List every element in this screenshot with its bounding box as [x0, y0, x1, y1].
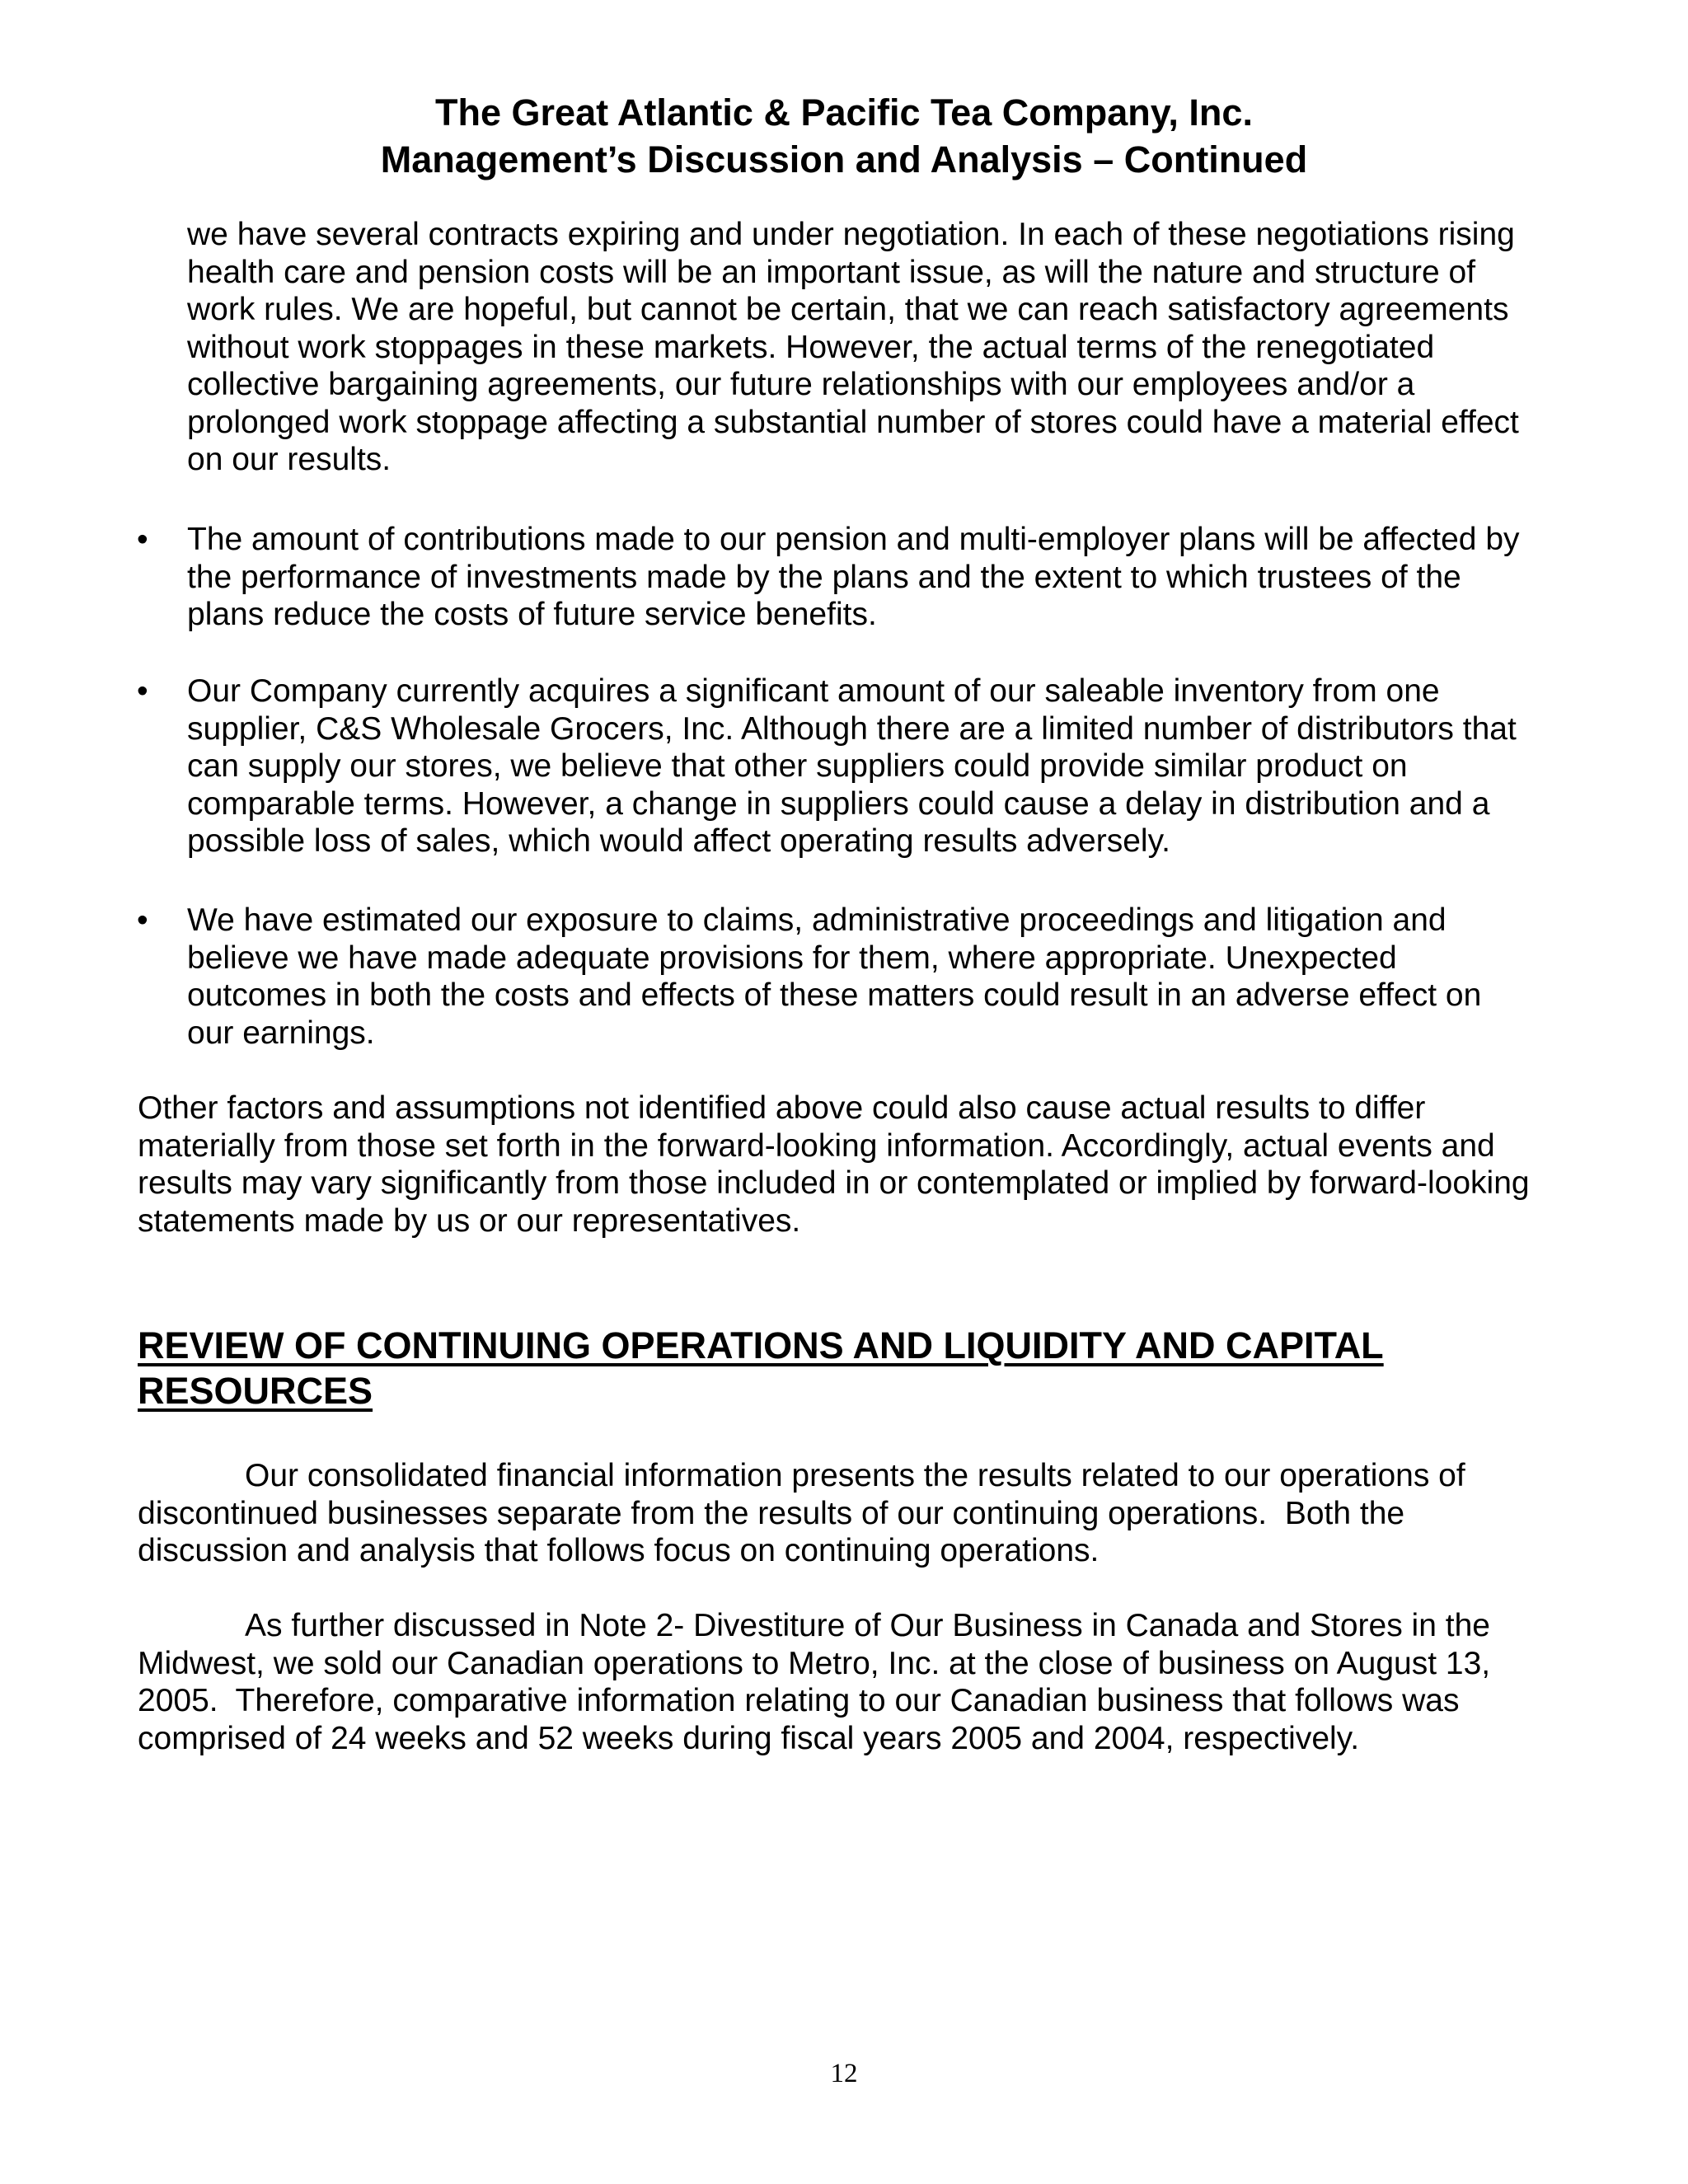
bullet-text-pension: The amount of contributions made to our pension and multi-employer plans will be affected by the performance of investments made by the plans and the extent to which trustees of the plans reduce the costs of future service benefits. — [187, 522, 1520, 632]
document-title: Management’s Discussion and Analysis – Continued — [380, 138, 1308, 180]
bullet-mark: • — [137, 673, 148, 709]
section-paragraph-1: Our consolidated financial information presents the results related to our operations of discontinued businesses separate from the results of our continuing operations. Both the discussion and analysis that follows focus on continuing operations. — [138, 1458, 1465, 1568]
section-paragraph-2: As further discussed in Note 2- Divestiture of Our Business in Canada and Stores in the Midwest, we sold our Canadian operations to Metro, Inc. at the close of business on August 13, 2005. Therefore, comparative information relating to our Canadian business that follows was comprised of 24 weeks and 52 weeks during fiscal years 2005 and 2004, respectively. — [138, 1608, 1491, 1756]
page-header — [0, 89, 1688, 183]
section-heading: REVIEW OF CONTINUING OPERATIONS AND LIQUIDITY AND CAPITAL RESOURCES — [138, 1324, 1384, 1412]
company-name: The Great Atlantic & Pacific Tea Company, Inc. — [435, 91, 1253, 134]
bullet-mark: • — [137, 902, 148, 938]
bullet-text-claims: We have estimated our exposure to claims, administrative proceedings and litigation and believe we have made adequate provisions for them, where appropriate. Unexpected outcomes in both the costs and effects of these matters could result in an adverse effect on our earnings. — [187, 902, 1482, 1051]
bullet-mark: • — [137, 522, 148, 557]
continuation-paragraph: we have several contracts expiring and under negotiation. In each of these negotiations rising health care and pension costs will be an important issue, as will the nature and structure of work rules. We are hopeful, but cannot be certain, that we can reach satisfactory agreements without work stoppages in these markets. However, the actual terms of the renegotiated collective bargaining agreements, our future relationships with our employees and/or a prolonged work stoppage affecting a substantial number of stores could have a material effect on our results. — [187, 217, 1519, 477]
page-number: 12 — [830, 2059, 858, 2088]
bullet-text-supplier: Our Company currently acquires a significant amount of our saleable inventory from one supplier, C&S Wholesale Grocers, Inc. Although there are a limited number of distributors that can supply our stores, we believe that other suppliers could provide similar product on comparable terms. However, a change in suppliers could cause a delay in distribution and a possible loss of sales, which would affect operating results adversely. — [187, 673, 1517, 859]
closing-paragraph: Other factors and assumptions not identified above could also cause actual results to differ materially from those set forth in the forward-looking information. Accordingly, actual events and results may vary significantly from those included in or contemplated or implied by forward-looking statements made by us or our representatives. — [138, 1090, 1530, 1239]
